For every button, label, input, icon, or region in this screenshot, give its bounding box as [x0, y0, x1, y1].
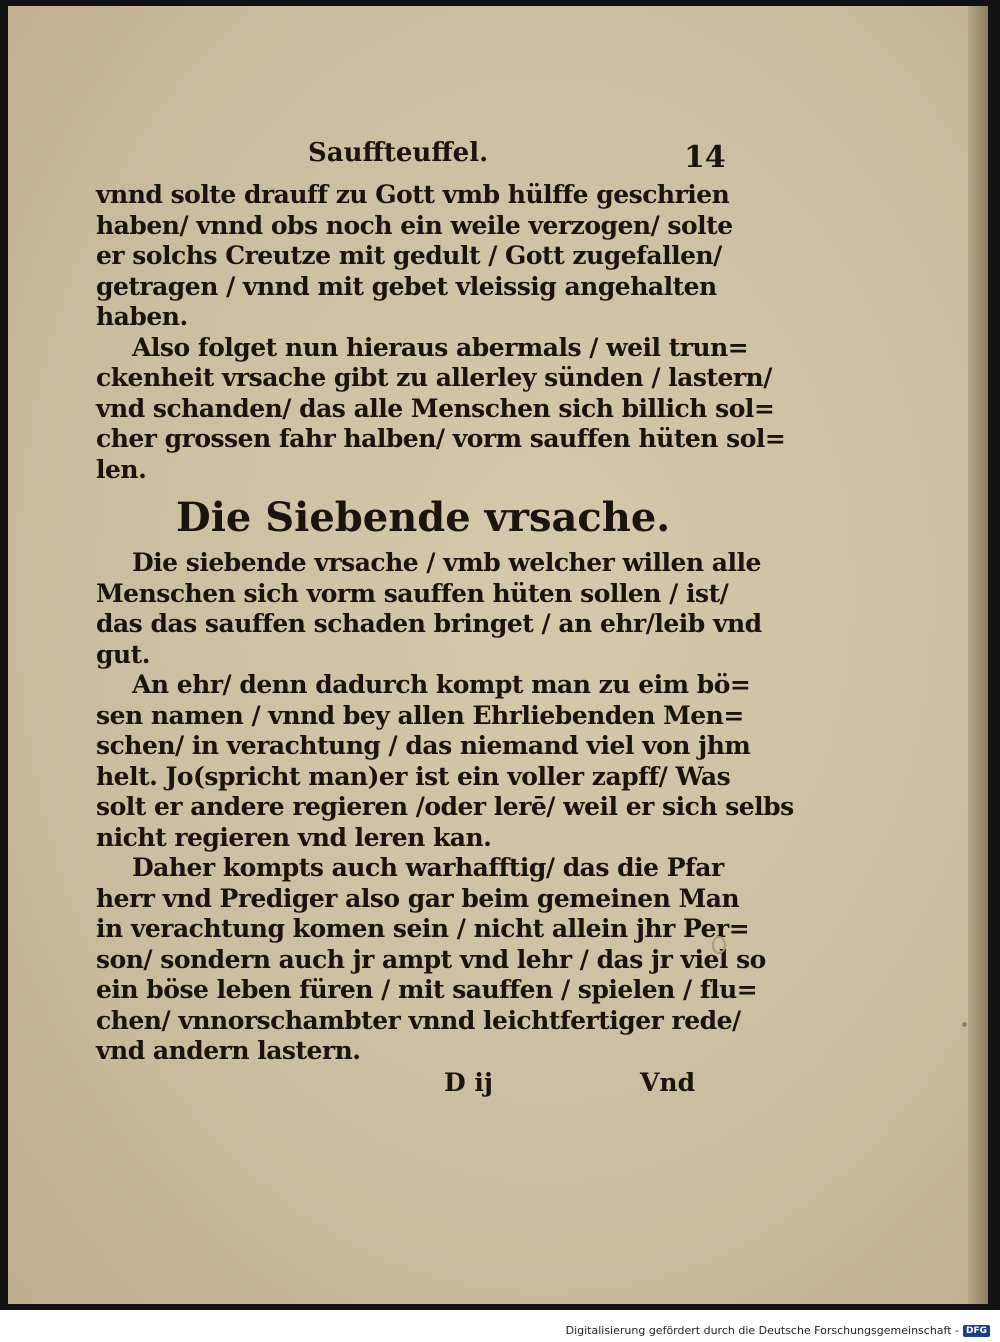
text-line: haben/ vnnd obs noch ein weile verzogen/ solte [96, 210, 733, 240]
text-line: Also folget nun hieraus abermals / weil trun= [132, 332, 749, 362]
text-line: Daher kompts auch warhafftig/ das die Pfar [132, 853, 724, 882]
paper-blemish [712, 936, 726, 954]
catchword: Vnd [640, 1068, 696, 1097]
text-line: vnd andern lastern. [96, 1036, 361, 1065]
paragraph-3 [96, 548, 762, 670]
text-line: vnd schanden/ das alle Menschen sich billich sol= [96, 393, 775, 423]
paragraph-5 [96, 853, 766, 1067]
text-line: das das sauffen schaden bringet / an ehr/leib vnd [96, 609, 762, 638]
folio-number: 14 [684, 140, 726, 175]
text-line: solt er andere regieren /oder lerē/ weil er sich selbs [96, 792, 794, 821]
text-line: Menschen sich vorm sauffen hüten sollen / ist/ [96, 578, 729, 608]
text-line: herr vnd Prediger also gar beim gemeinen Man [96, 883, 740, 913]
text-line: sen namen / vnnd bey allen Ehrliebenden Men= [96, 700, 744, 730]
text-line: er solchs Creutze mit gedult / Gott zugefallen/ [96, 241, 722, 270]
text-line: in verachtung komen sein / nicht allein jhr Per= [96, 914, 750, 943]
text-block-lower [96, 548, 794, 1067]
text-line: schen/ in verachtung / das niemand viel von jhm [96, 731, 751, 760]
text-line: ein böse leben füren / mit sauffen / spielen / flu= [96, 975, 758, 1004]
signature-mark: D ij [444, 1068, 493, 1097]
text-line: cher grossen fahr halben/ vorm sauffen hüten sol= [96, 424, 786, 453]
paper-speck [962, 1022, 967, 1027]
text-line: haben. [96, 302, 188, 331]
digitization-credit [566, 1324, 990, 1337]
section-heading: Die Siebende vrsache. [176, 494, 671, 541]
page-edge-shadow [968, 6, 988, 1304]
paragraph-2 [96, 332, 786, 486]
text-line: vnnd solte drauff zu Gott vmb hülffe geschrien [96, 180, 730, 209]
text-line: son/ sondern auch jr ampt vnd lehr / das jr viel so [96, 944, 766, 974]
text-block-upper [96, 180, 786, 485]
text-line: ckenheit vrsache gibt zu allerley sünden / lastern/ [96, 363, 772, 392]
text-line: gut. [96, 639, 150, 669]
text-line: chen/ vnnorschambter vnnd leichtfertiger rede/ [96, 1005, 741, 1035]
paragraph-1 [96, 180, 736, 333]
text-line: helt. Jo(spricht man)er ist ein voller zapff/ Was [96, 761, 731, 791]
text-line: An ehr/ denn dadurch kompt man zu eim bö= [132, 670, 751, 699]
dfg-logo-icon: DFG [963, 1325, 990, 1337]
text-line: Die siebende vrsache / vmb welcher willen alle [132, 548, 761, 577]
running-head: Sauffteuffel. [308, 138, 489, 168]
text-line: getragen / vnnd mit gebet vleissig angehalten [96, 271, 717, 301]
text-line: len. [96, 454, 147, 484]
paragraph-4 [96, 670, 794, 853]
credit-text: Digitalisierung gefördert durch die Deutsche Forschungsgemeinschaft - [565, 1324, 959, 1337]
text-line: nicht regieren vnd leren kan. [96, 822, 492, 852]
